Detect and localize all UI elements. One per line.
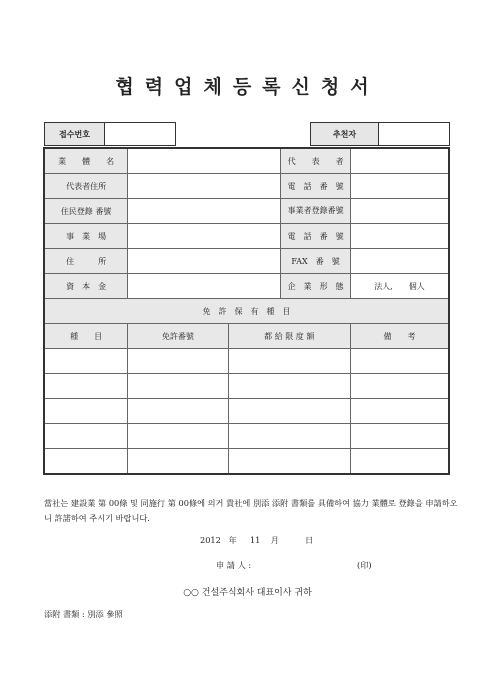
date-year-unit: 年 <box>228 535 237 545</box>
workplace-phone-label: 電 話 番 號 <box>281 224 351 249</box>
col-contract-limit: 都 給 限 度 額 <box>228 324 350 349</box>
seal-mark: (印) <box>357 560 372 570</box>
license-row <box>44 374 449 399</box>
info-row <box>44 249 449 274</box>
representative-field[interactable] <box>350 148 449 174</box>
workplace-phone-field[interactable] <box>350 224 449 249</box>
license-cell[interactable] <box>350 449 449 475</box>
business-number-label: 事業者登錄番號 <box>281 199 351 224</box>
license-cell[interactable] <box>350 374 449 399</box>
registration-form-table <box>43 147 450 475</box>
license-cell[interactable] <box>128 399 228 424</box>
license-cell[interactable] <box>228 374 350 399</box>
license-cell[interactable] <box>44 399 128 424</box>
date-line <box>200 535 313 546</box>
license-cell[interactable] <box>128 349 228 374</box>
license-cell[interactable] <box>350 349 449 374</box>
company-type-options[interactable]: 法人, 個人 <box>350 274 449 299</box>
representative-label: 代 表 者 <box>281 148 351 174</box>
rep-address-label: 代表者住所 <box>44 174 128 199</box>
info-row <box>44 224 449 249</box>
license-cell[interactable] <box>128 449 228 475</box>
request-statement: 當社는 建設業 第 00條 및 同施行 第 00條에 의거 貴社에 別添 添附 書類를 具備하여 協力 業體로 登錄을 申請하오니 許諾하여 주시기 바랍니다. <box>44 498 458 523</box>
license-section-header: 免 許 保 有 種 目 <box>44 299 449 324</box>
license-cell[interactable] <box>44 449 128 475</box>
workplace-label: 事 業 場 <box>44 224 128 249</box>
capital-label: 資 本 金 <box>44 274 128 299</box>
license-cell[interactable] <box>228 424 350 449</box>
date-month: 11 <box>249 535 261 545</box>
license-cell[interactable] <box>350 399 449 424</box>
date-year: 2012 <box>200 535 221 545</box>
capital-field[interactable] <box>128 274 281 299</box>
receipt-number-label <box>44 122 104 146</box>
info-row <box>44 148 449 174</box>
fax-label: FAX 番 號 <box>281 249 351 274</box>
license-cell[interactable] <box>44 349 128 374</box>
license-cell[interactable] <box>228 349 350 374</box>
resident-number-label: 住民登錄 番號 <box>44 199 128 224</box>
recommender-field[interactable] <box>378 122 450 146</box>
license-cell[interactable] <box>228 449 350 475</box>
license-row <box>44 424 449 449</box>
resident-number-field[interactable] <box>128 199 281 224</box>
license-cell[interactable] <box>128 424 228 449</box>
attachment-note: 添附 書類 : 別添 參照 <box>44 609 123 619</box>
company-name-field[interactable] <box>128 148 281 174</box>
recommender-label <box>310 122 378 146</box>
receipt-number-field[interactable] <box>104 122 176 146</box>
addressee: ○○ 건설주식회사 대표이사 귀하 <box>183 588 312 598</box>
business-number-field[interactable] <box>350 199 449 224</box>
address-label: 住 所 <box>44 249 128 274</box>
col-category: 種 目 <box>44 324 128 349</box>
info-row <box>44 274 449 299</box>
col-remarks: 備 考 <box>350 324 449 349</box>
license-cell[interactable] <box>44 374 128 399</box>
license-cell[interactable] <box>228 399 350 424</box>
license-cell[interactable] <box>44 424 128 449</box>
rep-address-field[interactable] <box>128 174 281 199</box>
license-row <box>44 349 449 374</box>
applicant-label: 申 請 人 : <box>216 560 252 570</box>
date-month-unit: 月 <box>270 535 279 545</box>
license-columns-row <box>44 324 449 349</box>
info-row <box>44 174 449 199</box>
info-row <box>44 199 449 224</box>
company-name-label: 業 體 名 <box>44 148 128 174</box>
phone-field[interactable] <box>350 174 449 199</box>
fax-field[interactable] <box>350 249 449 274</box>
license-cell[interactable] <box>350 424 449 449</box>
company-type-label: 企 業 形 態 <box>281 274 351 299</box>
license-row <box>44 449 449 475</box>
page-title: 협력업체등록신청서 <box>115 76 380 98</box>
address-field[interactable] <box>128 249 281 274</box>
date-day-unit: 日 <box>304 535 314 545</box>
phone-label: 電 話 番 號 <box>281 174 351 199</box>
workplace-field[interactable] <box>128 224 281 249</box>
license-header-row <box>44 299 449 324</box>
license-row <box>44 399 449 424</box>
receipt-number-label-text: 접수번호 <box>59 129 90 139</box>
license-cell[interactable] <box>128 374 228 399</box>
recommender-label-text: 추천자 <box>332 129 357 139</box>
col-license-number: 免許番號 <box>128 324 228 349</box>
